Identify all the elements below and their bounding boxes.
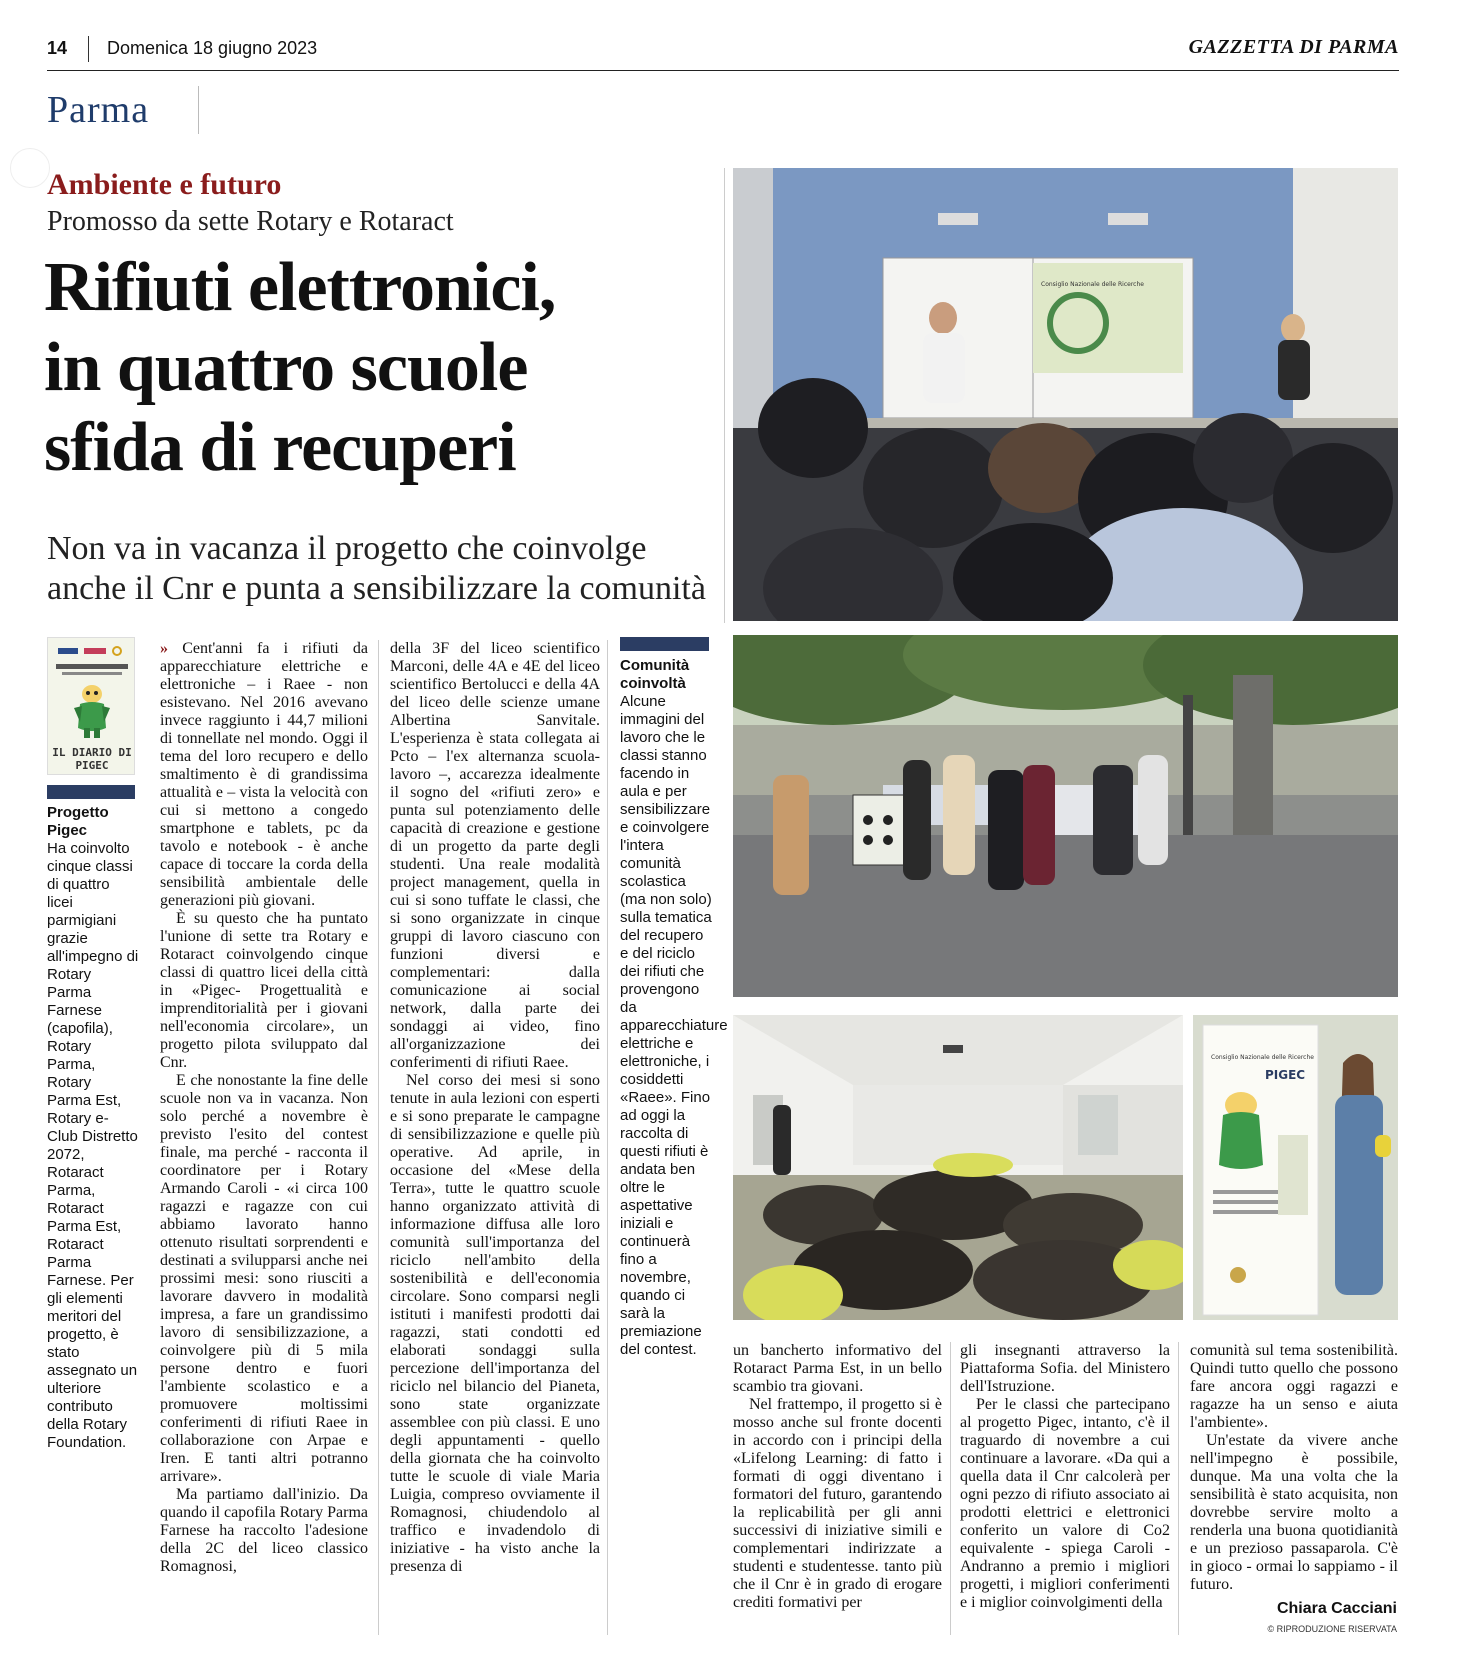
cover-logos xyxy=(52,646,132,658)
article-paragraph: gli insegnanti attraverso la Piattaforma Sofia. del Ministero dell'Istruzione. xyxy=(960,1342,1170,1395)
banner-org-text: Consiglio Nazionale delle Ricerche xyxy=(1211,1054,1314,1061)
article-overline: Promosso da sette Rotary e Rotaract xyxy=(47,206,454,237)
rotary-logo-icon xyxy=(58,648,78,654)
column-divider xyxy=(1178,1342,1179,1635)
article-paragraph: E che nonostante la fine delle scuole non va in vacanza. Non solo perché a novembre è previsto l'esito del contest finale, ma perché - racconta il coordinatore per i Rotary Armando Caroli - «i circa 100 ragazzi e ragazze con cui abbiamo lavorato hanno ottenuto risultati sorprendenti e destinati a svilupparsi anche nei prossimi mesi: sono riusciti a lavorare davvero in modalità impresa, a fare un grandissimo lavoro di sensibilizzazione, a coinvolgere più di 5 mila persone dentro e fuori l'ambiente scolastico e a promuovere moltissimi conferimenti di rifiuti Raee in collaborazione con Arpae e Iren. E tanti altri potranno arrivare». xyxy=(160,1072,368,1485)
newspaper-masthead: GAZZETTA DI PARMA xyxy=(1188,36,1399,58)
slide-text: Consiglio Nazionale delle Ricerche xyxy=(1041,281,1144,288)
section-title: Parma xyxy=(47,89,150,131)
article-column xyxy=(1190,1342,1398,1594)
subhead-line: Non va in vacanza il progetto che coinvolge xyxy=(47,530,647,567)
rotary-wheel-icon xyxy=(112,646,122,656)
column-divider xyxy=(950,1342,951,1635)
article-column xyxy=(733,1342,942,1612)
sidebar-bar xyxy=(47,785,135,799)
book-cover-image xyxy=(47,637,135,775)
issue-date: Domenica 18 giugno 2023 xyxy=(107,38,318,58)
rotaract-logo-icon xyxy=(84,648,106,654)
open-quote-icon: » xyxy=(160,640,183,657)
headline-line: sfida di recuperi xyxy=(44,409,516,486)
photo-classroom-lesson xyxy=(733,168,1398,621)
headline-line: in quattro scuole xyxy=(44,329,528,406)
subhead-line: anche il Cnr e punta a sensibilizzare la comunità xyxy=(47,570,706,607)
sidebar-title: Progetto Pigec xyxy=(47,804,109,839)
sidebar-title: Comunità coinvoltà xyxy=(620,657,690,692)
header-rule xyxy=(47,70,1399,71)
page-number: 14 xyxy=(47,38,68,58)
article-paragraph: Nel corso dei mesi si sono tenute in aula lezioni con esperti e si sono preparate le campagne di sensibilizzazione e quelle più operative. Ad aprile, in occasione del «Mese della Terra», tutte le quattro scuole hanno organizzato attività di informazione diffusa alle loro comunità sull'importanza del riciclo nell'ambito della sostenibilità e dell'economia circolare. Sono comparsi negli istituti i manifesti prodotti dai ragazzi, stati condotti ed elaborati sondaggi sulla percezione dell'importanza del riciclo nel bilancio del Pianeta, sono state organizzate assemblee con più classi. E uno degli appuntamenti - quello della giornata che ha coinvolto tutte le scuole di viale Maria Luigia, compreso ovviamente il Romagnosi, chiudendolo al traffico e invadendolo di iniziative - ha visto anche la presenza di xyxy=(390,1072,600,1575)
headline-line: Rifiuti elettronici, xyxy=(44,249,556,326)
article-paragraph: Nel frattempo, il progetto si è mosso anche sul fronte docenti in accordo con i principi della «Lifelong Learning: di fatto i formati di oggi diventano i formatori del futuro, garantendo la replicabilità per gli anni successivi di iniziative simili e complementari indirizzate a studenti e studentesse. tanto più che il Cnr è in grado di erogare crediti formativi per xyxy=(733,1396,942,1611)
banner-title-text: PIGEC xyxy=(1265,1068,1306,1082)
article-byline: Chiara Cacciani xyxy=(1276,1600,1397,1617)
article-paragraph: Ma partiamo dall'inizio. Da quando il capofila Rotary Parma Farnese ha raccolto l'adesione della 2C del liceo classico Romagnosi, xyxy=(160,1486,368,1575)
header-divider xyxy=(88,36,89,62)
article-column xyxy=(390,640,600,1576)
article-paragraph: della 3F del liceo scientifico Marconi, delle 4A e 4E del liceo scientifico Bertolucci e della 4A del liceo delle scienze umane Albertina Sanvitale. L'esperienza è stata collegata ai Pcto – l'ex alternanza scuola-lavoro –, accarezza idealmente il sogno del «rifiuti zero» e punta sul potenziamento delle capacità di creazione e gestione di un progetto da parte degli studenti. Una reale modalità project management, quella in cui si sono tuffate le classi, che si sono organizzate in cinque gruppi di lavoro ciascuno con funzioni diversi e complementari: dalla comunicazione ai social network, dalla parte dei sondaggi ai video, fino all'organizzazione dei conferimenti di rifiuti Raee. xyxy=(390,640,600,1071)
article-paragraph: Un'estate da vivere anche nell'impegno è possibile, dunque. Ma una volta che la sensibilità è stato acquisita, non dovrebbe servire molto a renderla una buona quotidianità e un prezioso passaparola. C'è in gioco - ormai lo sappiamo - il futuro. xyxy=(1190,1432,1398,1593)
photo-auditorium-meeting xyxy=(733,1015,1183,1320)
article-paragraph: Per le classi che partecipano al progetto Pigec, intanto, c'è il traguardo di novembre a cui continuare a lavorare. «Da qui a quella data il Cnr calcolerà per ogni pezzo di rifiuto associato ai prodotti elettrici e elettronici conferito un valore di Co2 equivalente - spiega Caroli -Andranno a premio i migliori progetti, i migliori conferimenti e i miglior coinvolgimenti della xyxy=(960,1396,1170,1611)
sidebar-text: Ha coinvolto cinque classi di quattro licei parmigiani grazie all'impegno di Rotary Parma Farnese (capofila), Rotary Parma, Rotary Parma Est, Rotary e-Club Distretto 2072, Rotaract Parma, Rotaract Parma Est, Rotaract Parma Farnese. Per gli elementi meritori del progetto, è stato assegnato un ulteriore contributo della Rotary Foundation. xyxy=(47,840,139,1451)
article-kicker: Ambiente e futuro xyxy=(47,168,282,201)
column-divider xyxy=(724,168,725,623)
sidebar-text: Alcune immagini del lavoro che le classi stanno facendo in aula e per sensibilizzare e coinvolgere l'intera comunità scolastica (ma non solo) sulla tematica del recupero e del riciclo dei rifiuti che provengono da apparecchiature elettriche e elettroniche, i cosiddetti «Raee». Fino ad oggi la raccolta di questi rifiuti è andata ben oltre le aspettative iniziali e continuerà fino a novembre, quando ci sarà la premiazione del contest. xyxy=(620,693,728,1358)
article-subheadline xyxy=(47,529,717,609)
sidebar-bar xyxy=(620,637,709,651)
article-paragraph: » Cent'anni fa i rifiuti da apparecchiature elettriche e elettroniche – i Raee - non esistevano. Nel 2016 avevano invece raggiunto i 44,7 milioni di tonnellate nel mondo. Oggi il tema del loro recupero e dello smaltimento è di grandissima attualità e – vista la velocità con cui si mettono a congedo smartphone e tablets, pc da tavolo e notebook - è anche capace di toccare la corda della sensibilità ambientale delle generazioni più giovani. xyxy=(160,640,368,909)
column-divider xyxy=(378,640,379,1635)
article-paragraph: È su questo che ha puntato l'unione di sette tra Rotary e Rotaract coinvolgendo cinque classi di quattro licei della città in «Pigec- Progettualità e imprenditorialità per i giovani nell'economia circolare», un progetto pilota sviluppato dal Cnr. xyxy=(160,910,368,1071)
column-divider xyxy=(607,640,608,1635)
cover-org-subtext xyxy=(62,672,122,675)
article-paragraph: un bancherto informativo del Rotaract Parma Est, in un bello scambio tra giovani. xyxy=(733,1342,942,1395)
photo-outdoor-info-stand xyxy=(733,635,1398,997)
cover-org-text xyxy=(56,664,128,669)
section-divider xyxy=(198,86,199,134)
decorative-circle xyxy=(10,148,50,188)
article-headline xyxy=(44,248,704,488)
copyright-notice: © RIPRODUZIONE RISERVATA xyxy=(1267,1624,1397,1634)
article-column xyxy=(960,1342,1170,1612)
article-column xyxy=(160,640,368,1576)
article-paragraph: comunità sul tema sostenibilità. Quindi tutto quello che possono fare ancora oggi ragazzi e ragazze ha un senso e aiuta l'ambiente». xyxy=(1190,1342,1398,1431)
cover-title: IL DIARIO DI PIGEC xyxy=(52,746,132,772)
photo-project-banner xyxy=(1193,1015,1398,1320)
mascot-hero-icon xyxy=(70,682,114,740)
